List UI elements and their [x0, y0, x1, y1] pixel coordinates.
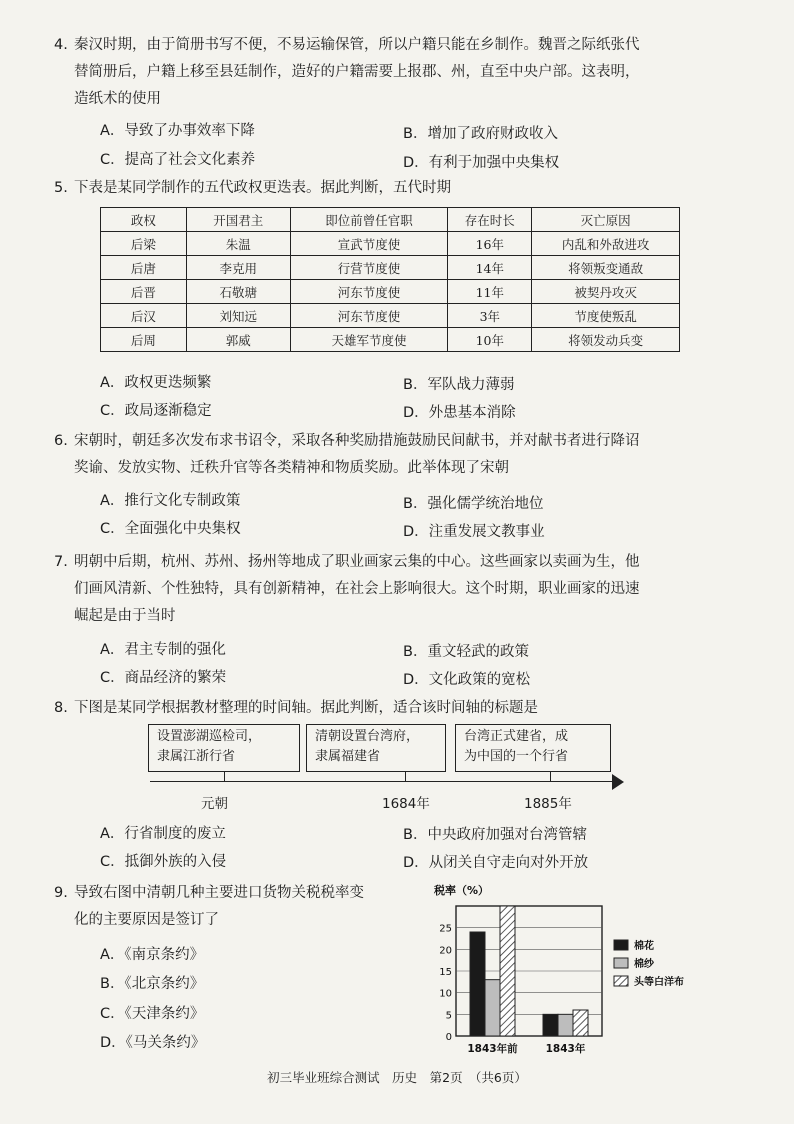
question-4: [54, 32, 714, 113]
table-cell: 3年: [448, 304, 532, 328]
option-c[interactable]: C．全面强化中央集权: [100, 521, 241, 537]
timeline-label: 1684年: [382, 796, 430, 812]
option-a[interactable]: A．《南京条约》: [100, 947, 205, 963]
table-cell: 朱温: [186, 232, 290, 256]
question-stem-line: 造纸术的使用: [74, 91, 161, 107]
option-b[interactable]: B．增加了政府财政收入: [403, 126, 558, 142]
question-stem-line: 明朝中后期，杭州、苏州、扬州等地成了职业画家云集的中心。这些画家以卖画为生，他: [74, 554, 640, 570]
table-cell: 被契丹攻灭: [532, 280, 680, 304]
dynasty-table: [100, 207, 680, 352]
table-cell: 石敬瑭: [186, 280, 290, 304]
chart-y-tick-label: 20: [439, 945, 452, 957]
table-cell: 10年: [448, 328, 532, 352]
timeline-axis: [150, 781, 616, 782]
timeline-event-text: 为中国的一个行省: [464, 749, 569, 764]
chart-x-tick-label: 1843年前: [467, 1043, 518, 1055]
question-number: 9.: [54, 885, 68, 901]
table-cell: 郭威: [186, 328, 290, 352]
question-stem-line: 替简册后，户籍上移至县廷制作，造好的户籍需要上报郡、州，直至中央户部。这表明，: [74, 64, 640, 80]
table-header-cell: 存在时长: [448, 208, 532, 232]
timeline-event-box: [148, 724, 300, 772]
table-header-row: [101, 208, 680, 232]
table-cell: 李克用: [186, 256, 290, 280]
option-c[interactable]: C．《天津条约》: [100, 1006, 205, 1022]
chart-legend-label: 棉花: [634, 941, 654, 952]
timeline-event-text: 台湾正式建省，成: [464, 729, 569, 744]
table-cell: 内乱和外敌进攻: [532, 232, 680, 256]
table-cell: 节度使叛乱: [532, 304, 680, 328]
table-cell: 河东节度使: [290, 304, 448, 328]
option-d[interactable]: D．文化政策的宽松: [403, 672, 531, 688]
timeline-label: 元朝: [201, 796, 228, 812]
arrow-right-icon: [612, 774, 624, 790]
table-header-cell: 灭亡原因: [532, 208, 680, 232]
option-c[interactable]: C．抵御外族的入侵: [100, 854, 227, 870]
chart-y-tick-label: 0: [445, 1032, 452, 1043]
table-cell: 行营节度使: [290, 256, 448, 280]
table-cell: 宣武节度使: [290, 232, 448, 256]
question-7: [54, 549, 714, 630]
chart-legend-swatch: [614, 976, 628, 986]
question-stem-line: 奖谕、发放实物、迁秩升官等各类精神和物质奖励。此举体现了宋朝: [74, 460, 509, 476]
option-c[interactable]: C．商品经济的繁荣: [100, 670, 227, 686]
table-header-cell: 政权: [101, 208, 187, 232]
chart-bar: [543, 1014, 558, 1036]
table-header-cell: 开国君主: [186, 208, 290, 232]
chart-y-tick-label: 5: [445, 1010, 452, 1022]
question-stem-line: 导致右图中清朝几种主要进口货物关税税率变: [74, 885, 364, 901]
chart-bar: [558, 1014, 573, 1036]
chart-y-tick-label: 25: [439, 923, 452, 935]
table-cell: 后晋: [101, 280, 187, 304]
chart-legend-swatch: [614, 958, 628, 968]
table-cell: 后周: [101, 328, 187, 352]
question-stem-line: 宋朝时，朝廷多次发布求书诏令，采取各种奖励措施鼓励民间献书，并对献书者进行降诏: [74, 433, 640, 449]
option-a[interactable]: A．导致了办事效率下降: [100, 123, 255, 139]
timeline-event-text: 隶属福建省: [315, 749, 381, 764]
question-8: [54, 695, 714, 722]
option-b[interactable]: B．重文轻武的政策: [403, 644, 529, 660]
option-a[interactable]: A．推行文化专制政策: [100, 493, 241, 509]
table-cell: 将领叛变通敌: [532, 256, 680, 280]
option-a[interactable]: A．行省制度的废立: [100, 826, 226, 842]
chart-legend-swatch: [614, 940, 628, 950]
chart-bar: [470, 932, 485, 1036]
timeline-tick: [550, 772, 551, 782]
table-cell: 天雄军节度使: [290, 328, 448, 352]
chart-legend-label: 棉纱: [634, 959, 654, 970]
timeline-event-text: 清朝设置台湾府，: [315, 729, 420, 744]
tariff-bar-chart: [420, 880, 740, 1060]
table-row: [101, 304, 680, 328]
chart-bar: [573, 1010, 588, 1036]
table-row: [101, 328, 680, 352]
chart-y-tick-label: 15: [439, 967, 452, 978]
option-d[interactable]: D．外患基本消除: [403, 405, 516, 421]
question-number: 4.: [54, 37, 68, 53]
option-a[interactable]: A．君主专制的强化: [100, 642, 226, 658]
question-number: 8.: [54, 700, 68, 716]
table-cell: 将领发动兵变: [532, 328, 680, 352]
question-stem-line: 下图是某同学根据教材整理的时间轴。据此判断，适合该时间轴的标题是: [74, 700, 538, 716]
option-d[interactable]: D．注重发展文教事业: [403, 524, 545, 540]
table-cell: 刘知远: [186, 304, 290, 328]
table-cell: 14年: [448, 256, 532, 280]
table-cell: 后汉: [101, 304, 187, 328]
timeline-event-text: 隶属江浙行省: [157, 749, 236, 764]
question-6: [54, 428, 714, 482]
option-d[interactable]: D．有利于加强中央集权: [403, 155, 560, 171]
question-stem-line: 下表是某同学制作的五代政权更迭表。据此判断，五代时期: [74, 180, 451, 196]
question-stem-line: 们画风清新、个性独特，具有创新精神，在社会上影响很大。这个时期，职业画家的迅速: [74, 581, 640, 597]
chart-y-tick-label: 10: [439, 988, 452, 1000]
table-header-cell: 即位前曾任官职: [290, 208, 448, 232]
table-row: [101, 232, 680, 256]
option-a[interactable]: A．政权更迭频繁: [100, 375, 212, 391]
option-c[interactable]: C．政局逐渐稳定: [100, 403, 212, 419]
table-cell: 11年: [448, 280, 532, 304]
question-number: 5.: [54, 180, 68, 196]
timeline-tick: [405, 772, 406, 782]
question-5: [54, 175, 714, 202]
table-row: [101, 280, 680, 304]
page-footer: 初三毕业班综合测试 历史 第2页 （共6页）: [267, 1070, 527, 1085]
option-b[interactable]: B．中央政府加强对台湾管辖: [403, 827, 587, 843]
chart-bar: [485, 980, 500, 1036]
table-cell: 后唐: [101, 256, 187, 280]
option-b[interactable]: B．《北京条约》: [100, 976, 205, 992]
option-b[interactable]: B．军队战力薄弱: [403, 377, 515, 393]
option-c[interactable]: C．提高了社会文化素养: [100, 152, 256, 168]
table-cell: 16年: [448, 232, 532, 256]
option-d[interactable]: D．从闭关自守走向对外开放: [403, 855, 589, 871]
table-cell: 河东节度使: [290, 280, 448, 304]
timeline-label: 1885年: [524, 796, 572, 812]
table-cell: 后梁: [101, 232, 187, 256]
option-d[interactable]: D．《马关条约》: [100, 1035, 206, 1051]
chart-y-axis-label: 税率（%）: [434, 884, 490, 897]
chart-legend-label: 头等白洋布: [634, 977, 684, 988]
question-stem-line: 化的主要原因是签订了: [74, 912, 219, 928]
question-stem-line: 崛起是由于当时: [74, 608, 176, 624]
chart-bar: [500, 906, 515, 1036]
timeline-event-text: 设置澎湖巡检司，: [157, 729, 262, 744]
question-stem-line: 秦汉时期，由于简册书写不便，不易运输保管，所以户籍只能在乡制作。魏晋之际纸张代: [74, 37, 640, 53]
question-number: 6.: [54, 433, 68, 449]
timeline-event-box: [306, 724, 446, 772]
question-9: [54, 880, 434, 934]
table-row: [101, 256, 680, 280]
timeline-tick: [224, 772, 225, 782]
timeline-event-box: [455, 724, 611, 772]
question-number: 7.: [54, 554, 68, 570]
option-b[interactable]: B．强化儒学统治地位: [403, 496, 544, 512]
chart-x-tick-label: 1843年: [545, 1043, 586, 1055]
